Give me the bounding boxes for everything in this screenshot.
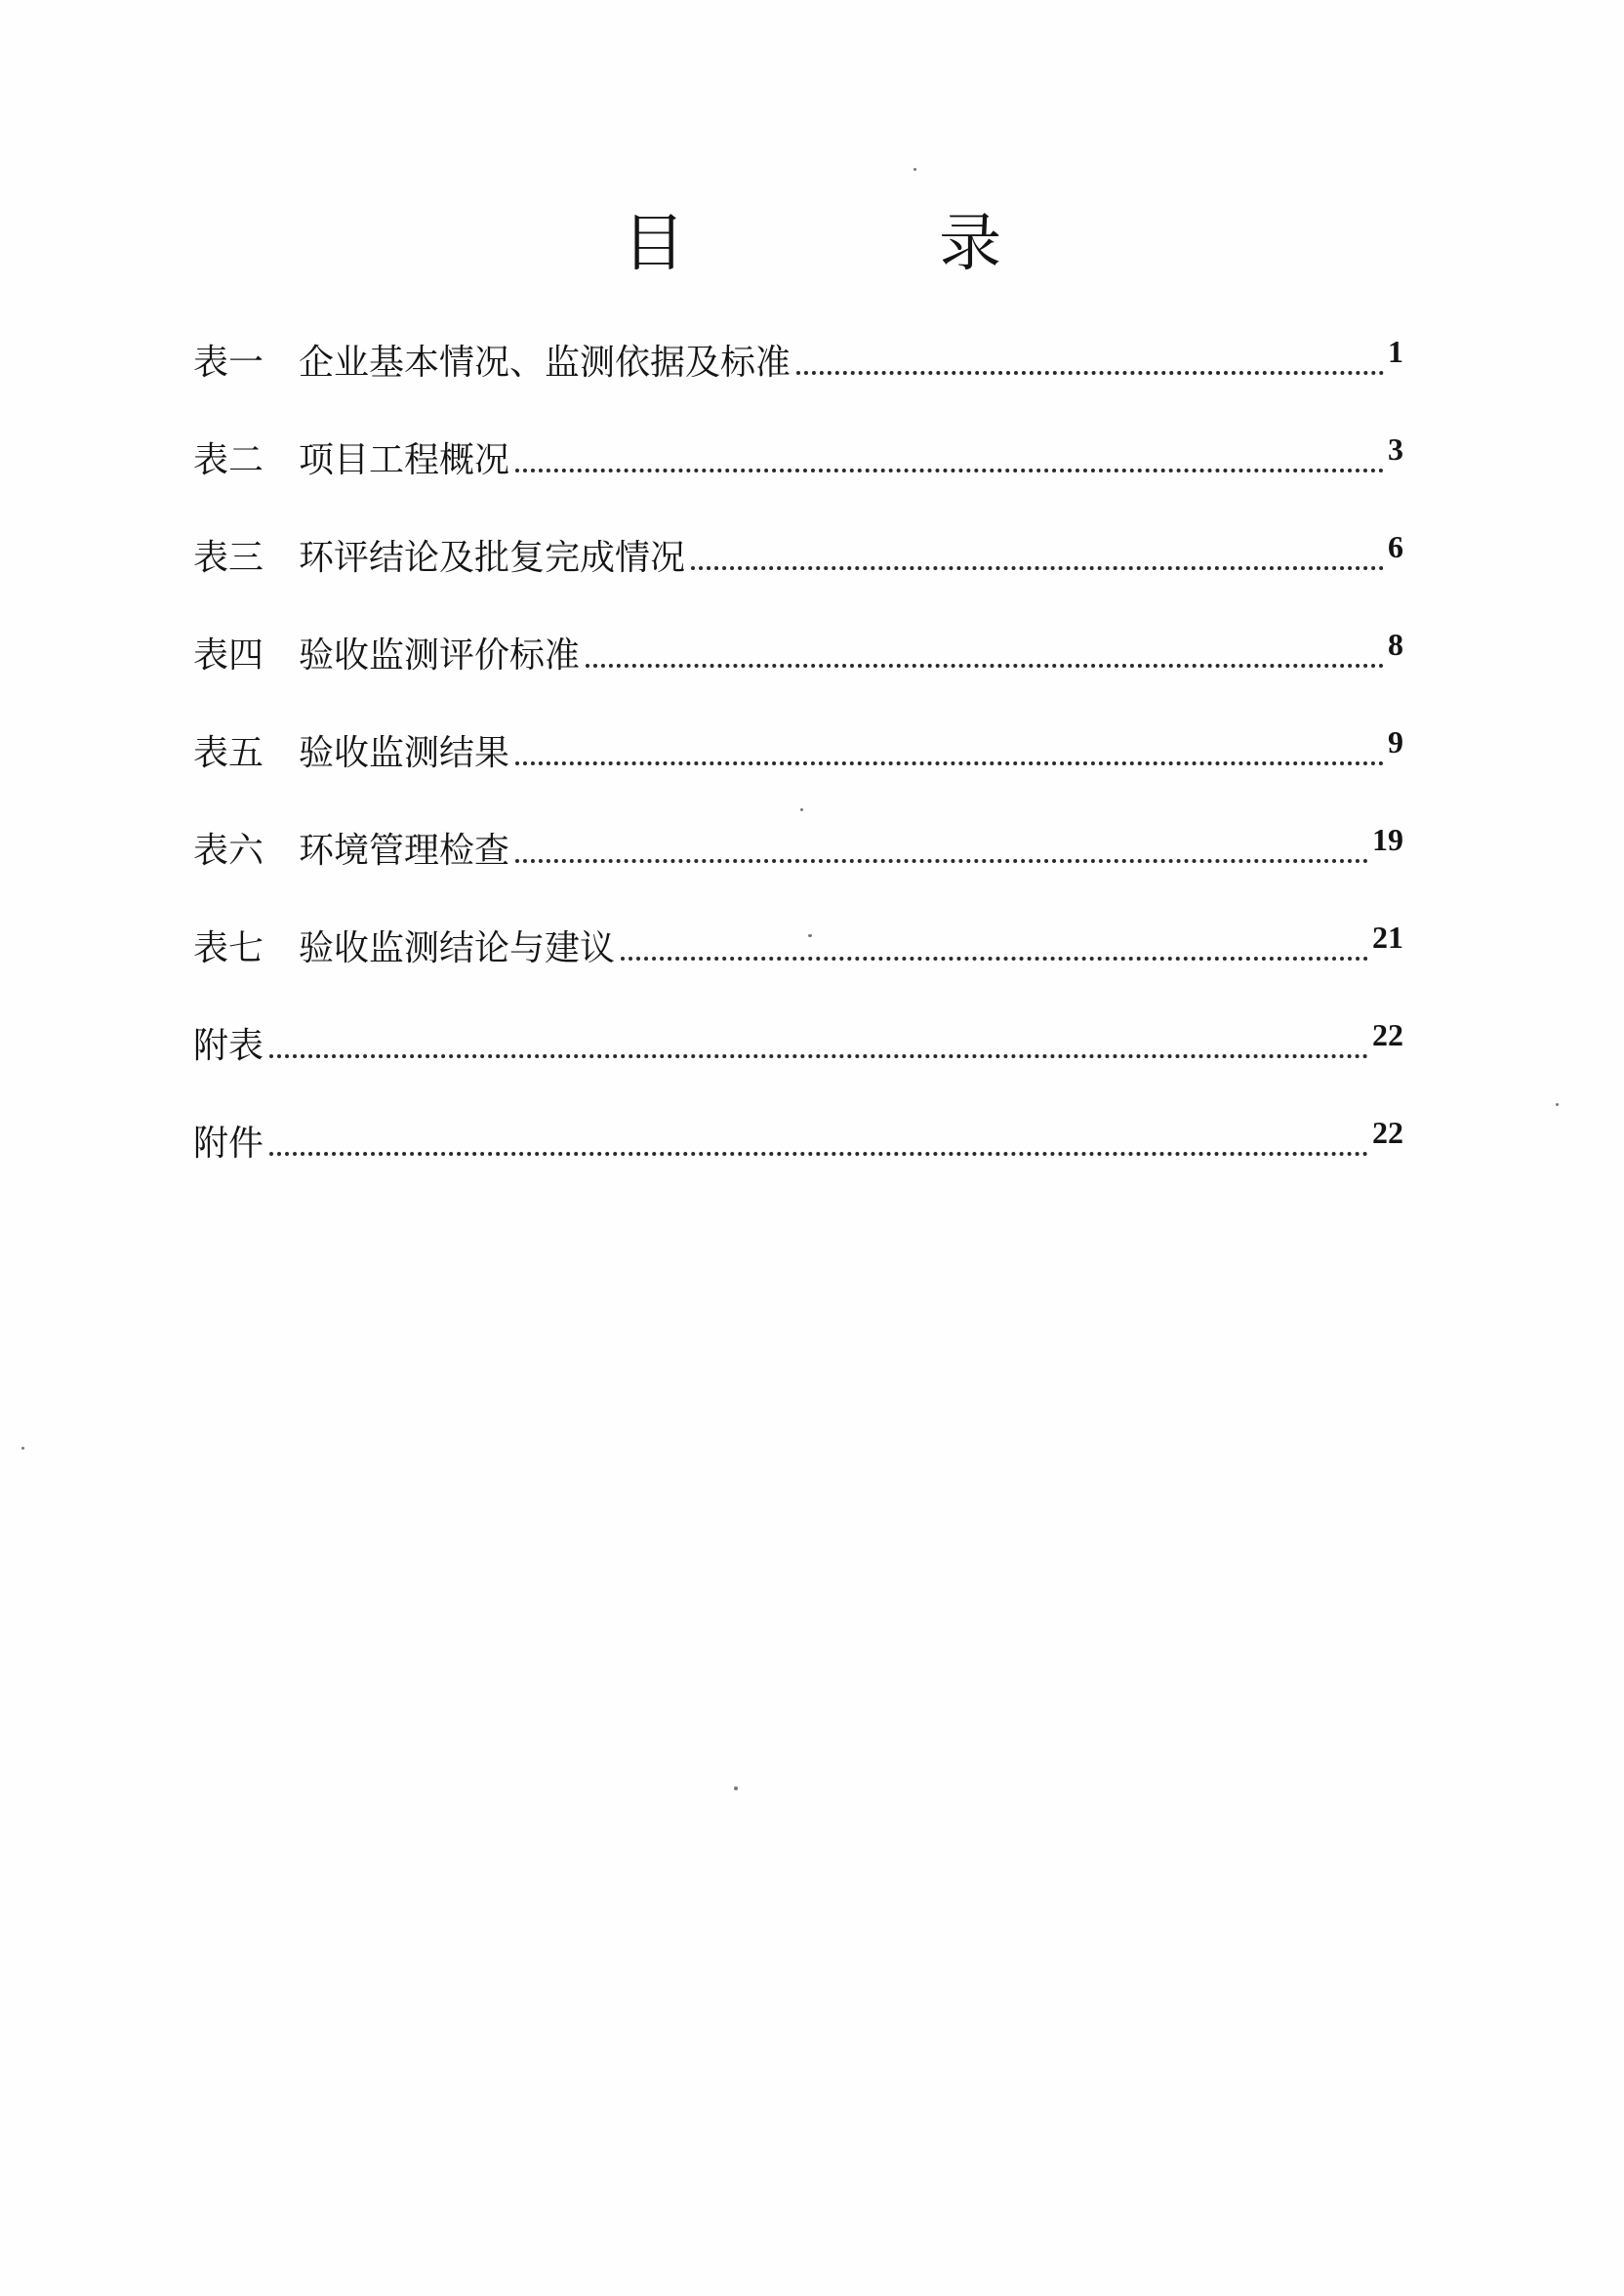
toc-entry-text	[193, 538, 686, 578]
toc-entry-title: 环境管理检查	[299, 831, 510, 871]
toc-entry-title: 附件	[193, 1124, 264, 1164]
toc-page-number: 1	[1388, 334, 1403, 369]
toc-entry[interactable]	[193, 908, 1403, 966]
toc-leader-dots	[586, 664, 1384, 668]
scan-speck	[21, 1447, 24, 1450]
toc-entry-text	[193, 831, 510, 871]
toc-leader-dots	[515, 859, 1368, 863]
toc-leader-dots	[269, 1152, 1368, 1156]
toc-entry-text	[193, 1124, 264, 1164]
toc-entry-label: 表七	[193, 928, 264, 968]
toc-entry-label: 表五	[193, 733, 264, 773]
toc-page-number: 21	[1372, 920, 1403, 955]
page-title: 目 录	[622, 208, 1119, 280]
toc-leader-dots	[796, 371, 1384, 375]
toc-entry-text	[193, 440, 510, 480]
toc-entry-text	[193, 343, 792, 383]
toc-entry-label: 表一	[193, 343, 264, 383]
toc-entry[interactable]	[193, 615, 1403, 674]
toc-leader-dots	[691, 566, 1384, 570]
toc-entry-title: 项目工程概况	[299, 440, 510, 480]
scan-speck	[734, 1786, 738, 1790]
toc-entry-title: 验收监测结论与建议	[299, 928, 616, 968]
toc-entry[interactable]	[193, 810, 1403, 869]
scan-speck	[1556, 1103, 1559, 1106]
scan-speck	[808, 934, 812, 937]
toc-entry-title: 附表	[193, 1026, 264, 1066]
toc-entry[interactable]	[193, 1005, 1403, 1064]
toc-leader-dots	[515, 469, 1384, 472]
toc-entry-label: 表四	[193, 636, 264, 676]
toc-entry-text	[193, 928, 616, 968]
toc-page-number: 9	[1388, 724, 1403, 759]
toc-entry-text	[193, 733, 510, 773]
toc-page-number: 3	[1388, 431, 1403, 467]
toc-leader-dots	[621, 957, 1368, 961]
toc-page-number: 22	[1372, 1017, 1403, 1052]
toc-leader-dots	[515, 761, 1384, 765]
toc-entry-label: 表三	[193, 538, 264, 578]
toc-page-number: 6	[1388, 529, 1403, 564]
toc-entry-label: 表二	[193, 440, 264, 480]
toc-entry-title: 验收监测结果	[299, 733, 510, 773]
toc-entry[interactable]	[193, 713, 1403, 771]
toc-entry-title: 环评结论及批复完成情况	[299, 538, 686, 578]
toc-entry-text	[193, 1026, 264, 1066]
toc-entry-text	[193, 638, 580, 674]
toc-entry-label: 表六	[193, 831, 264, 871]
toc-entry[interactable]	[193, 322, 1403, 381]
toc-page-number: 19	[1372, 822, 1403, 857]
toc-page-number: 8	[1388, 627, 1403, 662]
scan-speck	[914, 168, 916, 171]
toc-entry[interactable]	[193, 1103, 1403, 1162]
toc-entry-title: 验收监测评价标准	[299, 636, 581, 676]
toc-leader-dots	[269, 1054, 1368, 1058]
toc-entry[interactable]	[193, 517, 1403, 576]
scan-speck	[800, 808, 803, 811]
toc-entry[interactable]	[193, 420, 1403, 478]
toc-page-number: 22	[1372, 1115, 1403, 1150]
toc-entry-title: 企业基本情况、监测依据及标准	[299, 343, 792, 383]
